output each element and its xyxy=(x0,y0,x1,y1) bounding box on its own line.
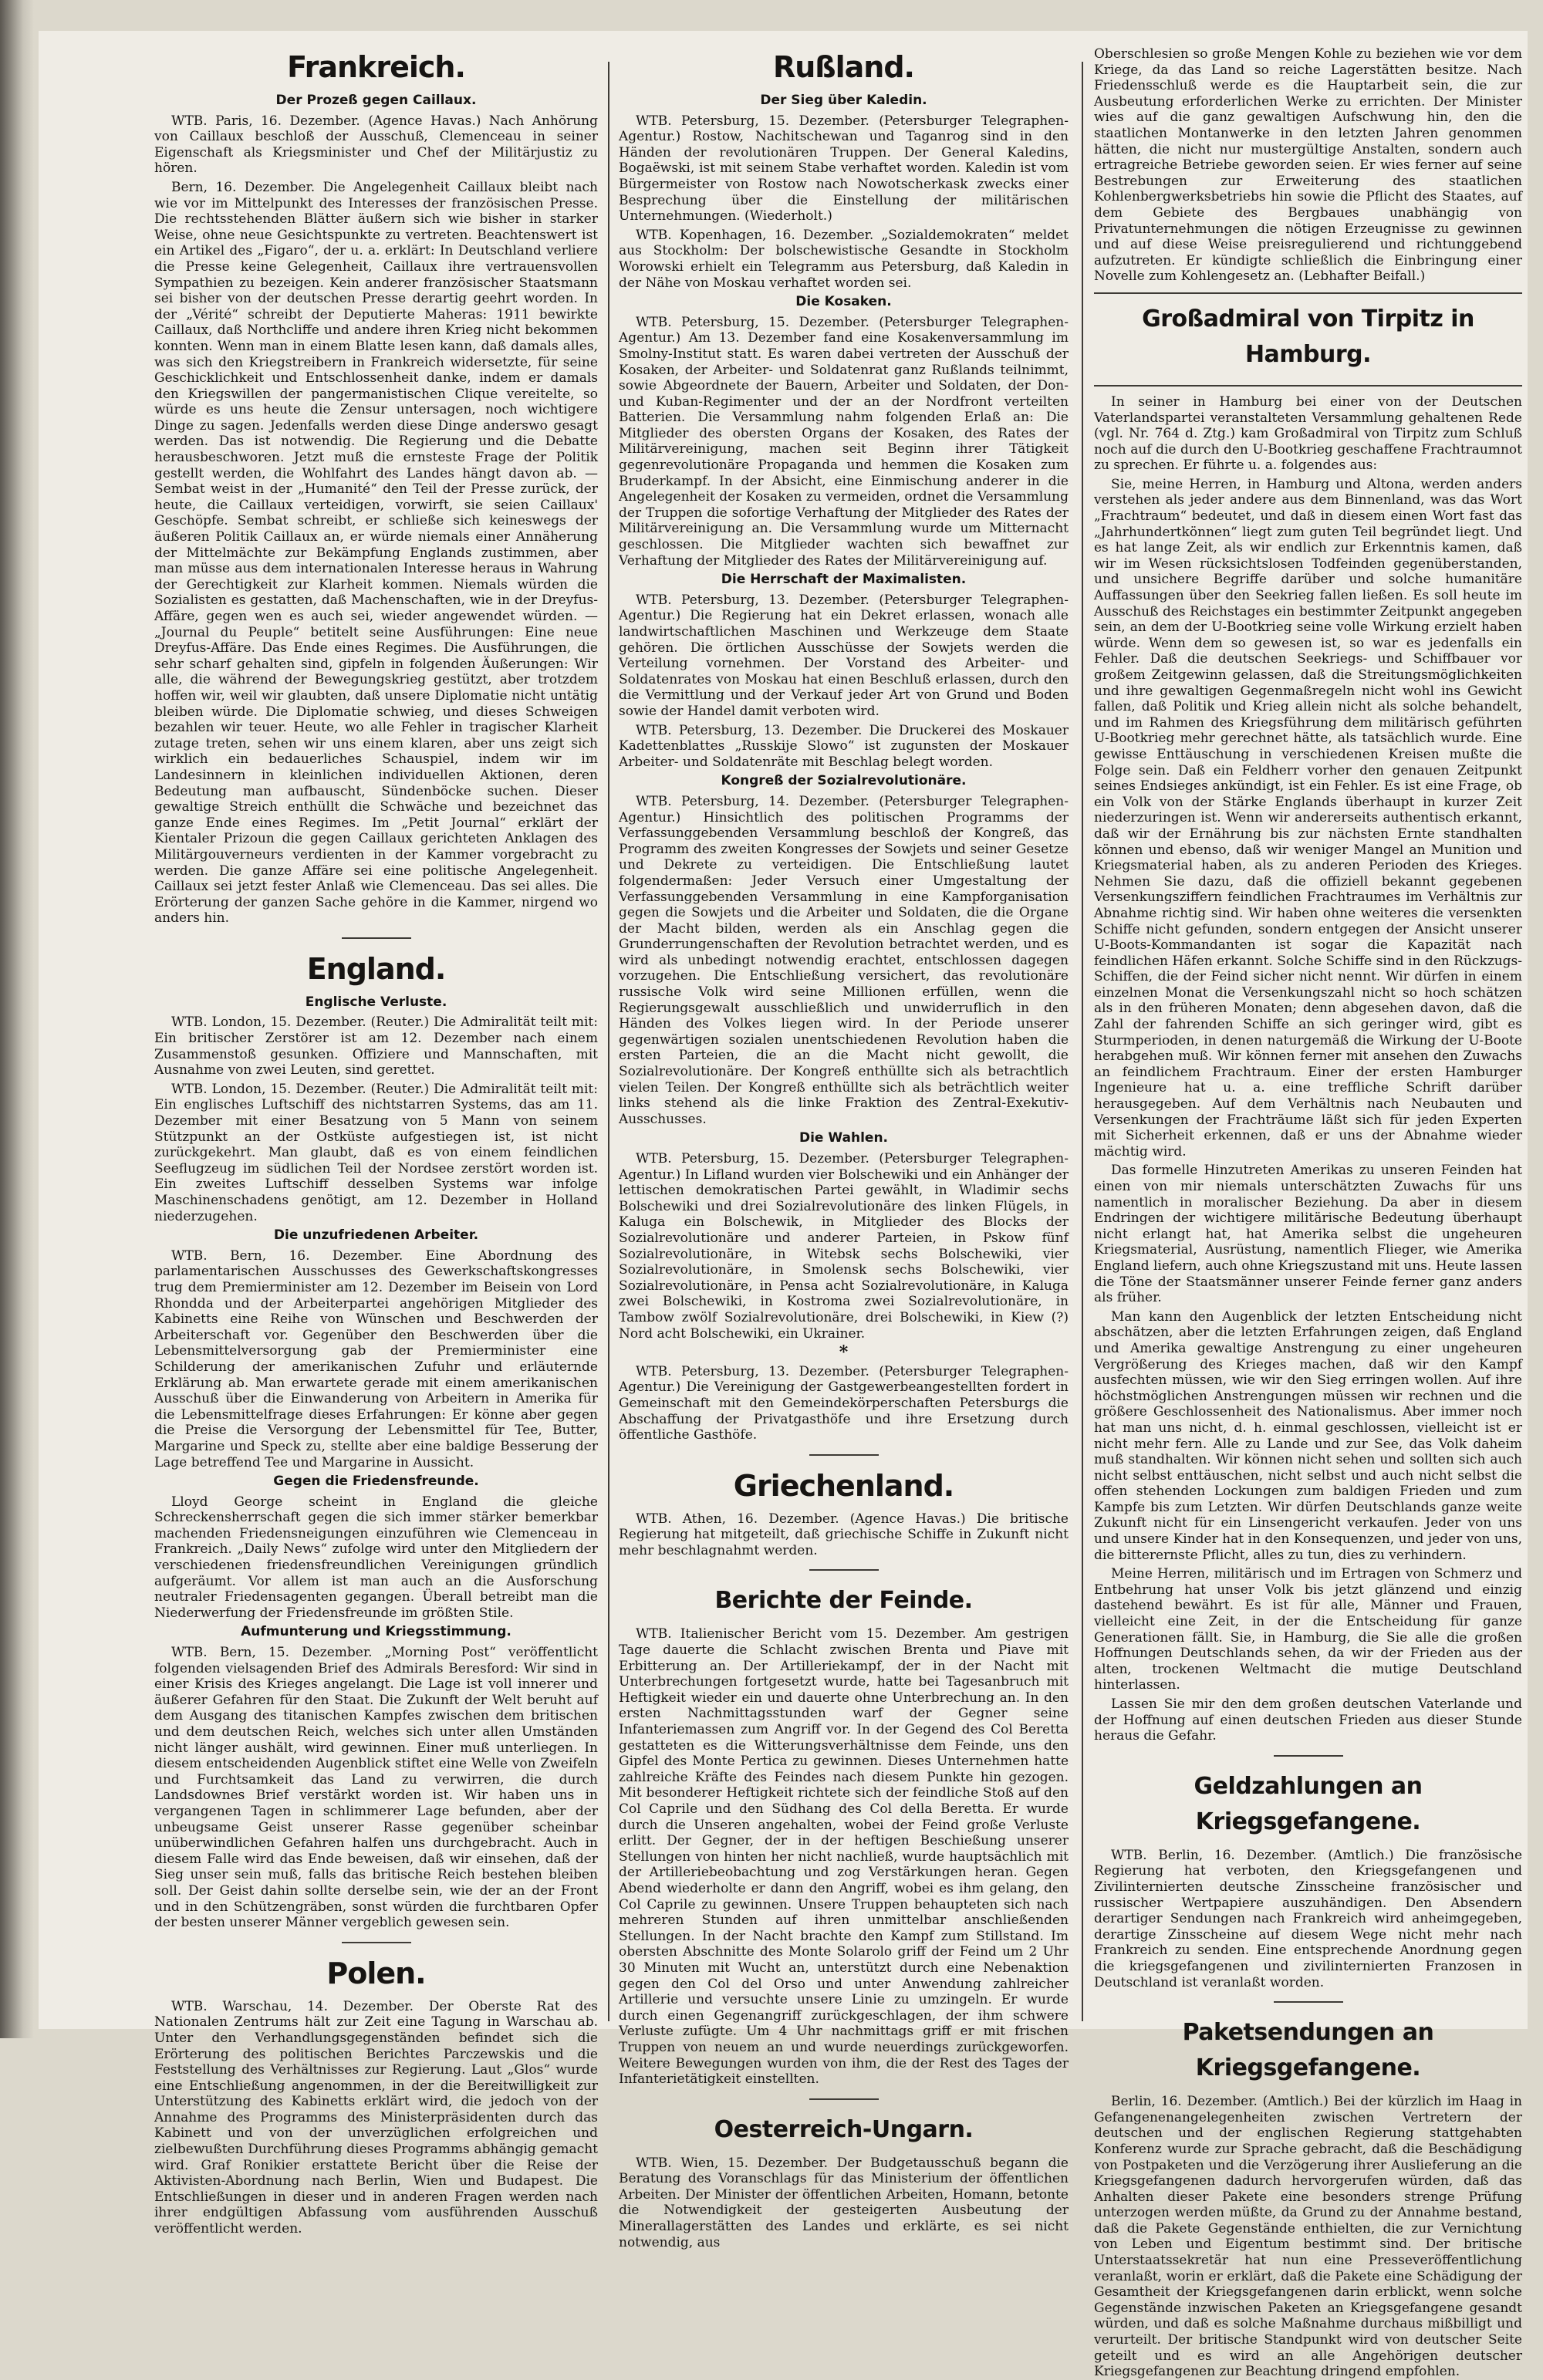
article-paragraph: WTB. Berlin, 16. Dezember. (Amtlich.) Die französische Regierung hat verboten, den Kriegsgefangenen und Zivilinternierten deutsche Zinsscheine französischer und russischer Wertpapiere auszuhändigen. Den Absendern derartiger Sendungen nach Frankreich wird anheimgegeben, derartige Zinsscheine auf diesem Wege nicht mehr nach Frankreich zu senden. Eine entsprechende Anordnung gegen die kriegsgefangenen und zivilinternierten Franzosen in Deutschland ist veranlaßt worden. xyxy=(1094,1847,1522,1990)
article-paragraph: WTB. Petersburg, 13. Dezember. Die Druckerei des Moskauer Kadettenblattes „Russkije Slowo“ ist zugunsten der Moskauer Arbeiter- und Soldatenräte mit Beschlag belegt worden. xyxy=(619,722,1069,770)
article-paragraph: WTB. Petersburg, 15. Dezember. (Petersburger Telegraphen-Agentur.) Am 13. Dezember fand eine Kosakenversammlung im Smolny-Institut statt. Es waren dabei vertreten der Ausschuß der Kosaken, der Arbeiter- und Soldatenrat ganz Rußlands teilnimmt, sowie Abgeordnete der Bauern, Arbeiter und Soldaten, der Don- und Kuban-Regimenter und der an der Nordfront verteilten Batterien. Die Versammlung nahm folgenden Erlaß an: Die Mitglieder des obersten Organs der Kosaken, des Rates der Militärvereinigung, machen seit Beginn ihrer Tätigkeit gegenrevolutionäre Propaganda und hemmen die Kosaken zum Bruderkampf. In der Absicht, eine Einmischung anderer in die Angelegenheit der Kosaken zu vermeiden, ordnet die Versammlung der Truppen die sofortige Verhaftung der Mitglieder des Rates der Militärvereinigung an. Die Versammlung wurde um Mitternacht geschlossen. Die Mitglieder wachten sich bewaffnet zur Verhaftung der Mitglieder des Rates der Militärvereinigung auf. xyxy=(619,314,1069,569)
subheadline: Die Herrschaft der Maximalisten. xyxy=(721,572,967,588)
article-paragraph: Sie, meine Herren, in Hamburg und Altona, werden anders verstehen als jeder andere aus dem Binnenland, was das Wort „Frachtraum“ bedeutet, und daß in diesem einen Wort fast das „Jahrhundertkönnen“ liegt zum guten Teil begründet liegt. Und es hat lange Zeit, als wir endlich zur Erkenntnis kamen, daß wir im Wesen rücksichtslosen Todfeinden gegenüberstanden, und unsichere Begriffe darüber und solche humanitäre Auffassungen über den Seekrieg fallen ließen. Es soll heute im Ausschuß des Reichstages ein bestimmter Zeitpunkt angegeben sein, an dem der U-Bootkrieg seine volle Wirkung erzielt haben würde. Wenn dem so gewesen ist, so war es jedenfalls ein Fehler. Daß die deutschen Seekriegs- und Schiffbauer vor großem Zeitgewinn gelassen, daß die Streitungsmöglichkeiten und ihre gewaltigen Gegenmaßregeln nicht wohl ins Gewicht fallen, daß Politik und Krieg allein nicht als solche behandelt, und im Rahmen des Kriegsführung dem militärisch geführten U-Bootkrieg mehr gerechnet hätte, als tatsächlich wurde. Eine gewisse Enttäuschung in verschiedenen Kreisen mußte die Folge sein. Daß ein Feldherr vorher den genauen Zeitpunkt seines Endsieges ankündigt, ist ein Fehler. Es ist eine Frage, ob ein Volk von der Stärke Englands überhaupt in kurzer Zeit niederzuringen ist. Wenn wir andererseits authentisch erkannt, daß wir der Ernährung bis zur nächsten Ernte standhalten können und ebenso, daß wir weniger Mangel an Munition und Kriegsmaterial haben, als zu anderen Perioden des Krieges. Nehmen Sie dazu, daß die offiziell bekannt gegebenen Versenkungsziffern feindlichen Frachtraumes im Verhältnis zur Abnahme richtig sind. Wir haben ohne weiteres die versenkten Schiffe nicht gefunden, sondern entgegen der Ansicht unserer U-Boots-Kommandanten ist sogar die Kapazität nach feindlichen Häfen erkannt. Solche Schiffe sind in den Rückzugs-Schiffen, die der Feind sicher nicht nennt. Wir dürfen in einem einzelnen Monat die Versenkungszahl nicht so hoch schätzen als in den früheren Monaten; denn abgesehen davon, daß die Zahl der fahrenden Schiffe an sich geringer wird, gibt es Sturmperioden, in denen naturgemäß die Wirkung der U-Boote herabgehen muß. Wir können ferner mit ansehen den Zuwachs an feindlichem Frachtraum. Einer der ersten Hamburger Ingenieure hat u. a. eine treffliche Schrift darüber herausgegeben. Auf dem Verhältnis nach Neubauten und Versenkungen der Frachträume läßt sich für jeden Experten mit Sicherheit erkennen, daß er uns der Abnahme wieder mächtig wird. xyxy=(1094,476,1522,1160)
headline-russland: Rußland. xyxy=(772,50,914,84)
subheadline: Kongreß der Sozialrevolutionäre. xyxy=(721,773,967,789)
headline-berichte-der-feinde: Berichte der Feinde. xyxy=(714,1587,973,1615)
column-2 xyxy=(619,46,1069,2250)
article-paragraph: WTB. Bern, 16. Dezember. Eine Abordnung des parlamentarischen Ausschusses des Gewerkschaftskongresses trug dem Premierminister am 12. Dezember im Beisein von Lord Rhondda und der Arbeiterpartei angehörigen Mitglieder des Kabinetts eine Reihe von Wünschen und Beschwerden der Arbeiterschaft vor. Gegenüber den Beschwerden über die Lebensmittelversorgung gab der Premierminister eine Schilderung der amerikanischen Zufuhr und erläuternde Erklärung ab. Man erwartete gerade mit einem amerikanischen Ausschuß über die Einwanderung von Arbeitern in Amerika für die Lebensmittelfrage dieses Erfahrungen: Er könne aber gegen die Preise die Versorgung der Lebensmittel für Tee, Butter, Margarine und Speck zu, stellte aber eine baldige Besserung der Lage betreffend Tee und Margarine in Aussicht. xyxy=(154,1247,598,1470)
section-divider xyxy=(809,1569,879,1571)
section-paketsendungen xyxy=(1094,2015,1522,2380)
column-3 xyxy=(1094,46,1522,2380)
column-1 xyxy=(154,46,598,2237)
newspaper-page xyxy=(39,31,1528,2380)
section-divider xyxy=(1274,2001,1343,2003)
section-divider xyxy=(809,2098,879,2100)
column-divider xyxy=(1082,62,1083,2021)
section-england xyxy=(154,951,598,1931)
headline-england: England. xyxy=(306,951,446,986)
subheadline: Die Wahlen. xyxy=(799,1130,889,1146)
headline-frankreich: Frankreich. xyxy=(287,50,465,84)
article-paragraph: WTB. Petersburg, 15. Dezember. (Petersburger Telegraphen-Agentur.) In Lifland wurden vier Bolschewiki und ein Anhänger der lettischen demokratischen Partei gewählt, in Wladimir sechs Bolschewiki und drei Sozialrevolutionäre des linken Flügels, in Kaluga ein Bolschewik, in Mitglieder des Blocks der Sozialrevolutionäre und anderer Parteien, in Pskow fünf Sozialrevolutionäre, in Witebsk sechs Bolschewiki, vier Sozialrevolutionäre, in Smolensk sechs Bolschewiki, vier Sozialrevolutionäre, in Pensa acht Sozialrevolutionäre, in Kaluga zwei Bolschewiki, in Kostroma zwei Sozialrevolutionäre, in Tambow zwölf Sozialrevolutionäre, drei Bolschewiki, in Kiew (?) Nord acht Bolschewiki, ein Ukrainer. xyxy=(619,1151,1069,1342)
article-paragraph: WTB. Warschau, 14. Dezember. Der Oberste Rat des Nationalen Zentrums hält zur Zeit eine Tagung in Warschau ab. Unter den Verhandlungsgegenständen befindet sich die Erörterung des politischen Berichtes Parczewskis und die Feststellung des Verhältnisses zur Regierung. Laut „Glos“ wurde eine Entschließung angenommen, in der die Bereitwilligkeit zur Unterstützung des Kabinetts erklärt wird, die jedoch von der Annahme des Programms des Ministerpräsidenten durch das Kabinett und von der unverzüglichen erfolgreichen und zielbewußten Durchführung dieses Programms abhängig gemacht wird. Graf Ronikier erstattete Bericht über die Reise der Aktivisten-Abordnung nach Berlin, Wien und Budapest. Die Entschließungen in dieser und in anderen Fragen werden nach ihrer endgültigen Abfassung vom ausführenden Ausschuß veröffentlicht werden. xyxy=(154,1998,598,2237)
section-divider xyxy=(1274,1755,1343,1757)
section-tirpitz xyxy=(1094,292,1522,387)
column-divider xyxy=(608,62,609,2021)
section-feinde xyxy=(619,1583,1069,2087)
article-paragraph: Meine Herren, militärisch und im Ertragen von Schmerz und Entbehrung hat unser Volk bis jetzt glänzend und einzig dastehend bewährt. Es ist für alle, Männer und Frauen, vielleicht eine Zeit, in der die Entscheidung für ganze Generationen fällt. Sie, in Hamburg, die Sie alle die großen Hoffnungen Deutschlands sehen, da wir der Frieden aus der alten, trockenen Weltmacht die mutige Deutschland hinterlassen. xyxy=(1094,1566,1522,1693)
article-paragraph: WTB. Petersburg, 13. Dezember. (Petersburger Telegraphen-Agentur.) Die Vereinigung der Gastgewerbeangestellten fordert in Gemeinschaft mit den Gemeindekörperschaften Petersburgs die Abschaffung der Privatgasthöfe und ihre Ersetzung durch öffentliche Gasthöfe. xyxy=(619,1363,1069,1443)
article-paragraph: WTB. Petersburg, 13. Dezember. (Petersburger Telegraphen-Agentur.) Die Regierung hat ein Dekret erlassen, wonach alle landwirtschaftlichen Maschinen und Werkzeuge dem Staate gehören. Die örtlichen Ausschüsse der Sowjets werden die Verteilung vornehmen. Der Vorstand des Arbeiter- und Soldatenrates von Moskau hat einen Beschluß erlassen, durch den die Vermittlung und der Verkauf jeder Art von Grund und Boden sowie der Handel damit verboten wird. xyxy=(619,592,1069,719)
section-divider xyxy=(809,1454,879,1456)
subheadline: Die Kosaken. xyxy=(795,294,892,310)
subheadline: Die unzufriedenen Arbeiter. xyxy=(273,1227,479,1244)
article-paragraph: In seiner in Hamburg bei einer von der Deutschen Vaterlandspartei veranstalteten Versammlung gehaltenen Rede (vgl. Nr. 764 d. Ztg.) kam Großadmiral von Tirpitz zum Schluß noch auf die durch den U-Bootkrieg geschaffene Frachtraumnot zu sprechen. Er führte u. a. folgendes aus: xyxy=(1094,393,1522,474)
article-paragraph: Das formelle Hinzutreten Amerikas zu unseren Feinden hat einen von mir niemals unterschätzten Zuwachs für uns namentlich in moralischer Beziehung. Da aber in diesem Endringen der wichtigere militärische Bedeutung überhaupt nicht erlangt hat, hat Amerika selbst die ungeheuren Kriegsmaterial, Ausrüstung, namentlich Flieger, wie Amerika England liefern, auch ohne Kriegszustand mit uns. Heute lassen die Töne der Staatsmänner unserer Feinde ferner ganz anders als früher. xyxy=(1094,1163,1522,1306)
article-paragraph: WTB. Italienischer Bericht vom 15. Dezember. Am gestrigen Tage dauerte die Schlacht zwischen Brenta und Piave mit Erbitterung an. Der Artilleriekampf, der in der Nacht mit Unterbrechungen fortgesetzt wurde, hatte bei Tagesanbruch mit Heftigkeit wieder ein und dauerte ohne Unterbrechung an. In den ersten Nachmittagsstunden warf der Gegner seine Infanteriemassen zum Angriff vor. In der Gegend des Col Beretta gestatteten es die Witterungsverhältnisse dem Feinde, uns den Gipfel des Monte Pertica zu gewinnen. Dieses Unternehmen hatte zahlreiche Kräfte des Feindes nach diesem Punkte hin gezogen. Mit besonderer Heftigkeit richtete sich der feindliche Stoß auf den Col Caprile und den Südhang des Col della Beretta. Er wurde durch die Unseren angehalten, wobei der Feind große Verluste erlitt. Der Gegner, der in der heftigen Beschießung unserer Stellungen von hinten her nicht nachließ, wurde hauptsächlich mit der Artilleriebeobachtung und zog Verstärkungen heran. Gegen Abend wiederholte er dann den Angriff, wobei es ihm gelang, den Col Caprile zu gewinnen. Unsere Truppen behaupteten sich nach mehreren Stunden auf ihren unmittelbar anschließenden Stellungen. In der Nacht brachte den Kampf zum Stillstand. Im obersten Abschnitte des Monte Solarolo griff der Feind um 2 Uhr 30 Minuten mit Wucht an, unterstützt durch eine Nebenaktion gegen den Col del Orso und unter Anwendung zahlreicher Artillerie und versuchte unsere Linie zu umzingeln. Er wurde durch einen Gegenangriff zurückgeschlagen, der ihm schwere Verluste zufügte. Um 4 Uhr nachmittags griff er mit frischen Truppen von neuem an und wurde neuerdings zurückgeworfen. Weitere Bewegungen wurden von ihm, die der Rest des Tages der Infanterietätigkeit einstellten. xyxy=(619,1626,1069,2088)
article-paragraph: WTB. Petersburg, 14. Dezember. (Petersburger Telegraphen-Agentur.) Hinsichtlich des politischen Programms der Verfassunggebenden Versammlung beschloß der Kongreß, das Programm des zweiten Kongresses der Sowjets und seiner Gesetze und Dekrete zu verteidigen. Die Entschließung lautet folgendermaßen: Jeder Versuch einer Umgestaltung der Verfassunggebenden Versammlung in eine Kampforganisation gegen die Sowjets und die Arbeiter und Soldaten, die die Organe der Macht bilden, werden als ein Anschlag gegen die Grunderrungenschaften der Revolution betrachtet werden, und es wird als unbedingt notwendig erachtet, entschlossen dagegen vorzugehen. Die Entschließung versichert, das revolutionäre russische Volk wird seine Millionen erfüllen, wenn die Regierungsgewalt ausschließlich und unwiderruflich in den Händen des Volkes liegen wird. In der Periode unserer gegenwärtigen sozialen unentschiedenen Revolution haben die ersten Parteien, die an die Macht nicht gewollt, die Sozialrevolutionäre. Der Kongreß enthüllte sich als betrachtlich vielen Teilen. Der Kongreß enthüllte sich als beträchtlich weiter links stehend als die linke Fraktion des Zentral-Exekutiv-Ausschusses. xyxy=(619,793,1069,1127)
article-paragraph: WTB. Athen, 16. Dezember. (Agence Havas.) Die britische Regierung hat mitgeteilt, daß griechische Schiffe in Zukunft nicht mehr beschlagnahmt werden. xyxy=(619,1511,1069,1558)
headline-polen: Polen. xyxy=(326,1956,426,1990)
headline-oesterreich-ungarn: Oesterreich-Ungarn. xyxy=(714,2115,974,2143)
section-frankreich xyxy=(154,49,598,927)
article-paragraph: Oberschlesien so große Mengen Kohle zu beziehen wie vor dem Kriege, da das Land so reiche Lagerstätten besitze. Nach Friedensschluß werde es die Hauptarbeit sein, die zur Ausbeutung erforderlichen Werke zu errichten. Der Minister wies auf die ganz gewaltigen Aufschwung hin, den die staatlichen Montanwerke in den letzten Jahren genommen hätten, die nicht nur mustergültige Anstalten, sondern auch ertragreiche Betriebe geworden seien. Er wies ferner auf seine Bestrebungen zur Erweiterung des staatlichen Kohlenbergwerksbetriebs hin sowie die Pflicht des Staates, auf dem Gebiete des Bergbaues unabhängig von Privatunternehmungen die nötigen Erzeugnisse zu gewinnen und auf diese Weise preisregulierend und richtunggebend aufzutreten. Er kündigte schließlich die Einbringung einer Novelle zum Kohlengesetz an. (Lebhafter Beifall.) xyxy=(1094,46,1522,285)
article-paragraph: Man kann den Augenblick der letzten Entscheidung nicht abschätzen, aber die letzten Erfahrungen zeigen, daß England und Amerika gewaltige Anstrengung zu einer ungeheuren Vergrößerung des Krieges machen, daß wir den Kampf ausfechten müssen, wie wir den Sieg erringen wollen. Auf ihre höchstmöglichen Anstrengungen müssen wir rechnen und die größere Geschlossenheit des Nationalismus. Aber immer noch hat man uns nicht, d. h. einmal geschlossen, vielleicht ist er nicht mehr fern. Alle zu Lande und zur See, das Volk daheim muß standhalten. Wir können nicht sehen und sollten sich auch nicht selbst enttäuschen, nicht selbst und auch nicht selbst die offen stehenden Lockungen zum baldigen Frieden und zum Kampfe bis zum Letzten. Wir dürfen Deutschlands ganze weite Zukunft nicht für ein Linsengericht verkaufen. Jeder von uns und unsere Kinder hat in den Konsequenzen, und jeder von uns, die bitterernste Pflicht, alles zu tun, dies zu verhindern. xyxy=(1094,1308,1522,1563)
section-oesterreich xyxy=(619,2112,1069,2251)
article-paragraph: WTB. Bern, 15. Dezember. „Morning Post“ veröffentlicht folgenden vielsagenden Brief des Admirals Beresford: Wir sind in einer Krisis des Krieges angelangt. Die Lage ist voll innerer und äußerer Gefahren für den Staat. Die Zukunft der Welt beruht auf dem Ausgang des titanischen Kampfes zwischen dem britischen und dem deutschen Reich, welches sich unter allen Umständen nicht länger aushält, wird gewinnen. Einer muß unterliegen. In diesem entscheidenden Augenblick stiftet eine Welle von Zweifeln und Furchtsamkeit das Land zu verwirren, die durch Landsdownes Brief verstärkt worden ist. Wir haben uns in vergangenen Tagen in schlimmerer Lage befunden, aber der unbeugsame Geist unserer Rasse gegenüber scheinbar unüberwindlichen Gefahren halfen uns durchgebracht. Auch in diesem Falle wird das Ende beweisen, daß wir einsehen, daß der Sieg unser sein muß, falls das britische Reich bestehen bleiben soll. Der Geist dahin sollte derselbe sein, wie der an der Front und in den Schützengräben, sonst würden die furchtbaren Opfer der besten unserer Männer vergeblich gewesen sein. xyxy=(154,1645,598,1931)
article-paragraph: WTB. Paris, 16. Dezember. (Agence Havas.) Nach Anhörung von Caillaux beschloß der Ausschuß, Clemenceau in seiner Eigenschaft als Kriegsminister und Chef der Militärjustiz zu hören. xyxy=(154,113,598,177)
headline-paketsendungen: Paketsendungen an Kriegsgefangene. xyxy=(1182,2019,1434,2082)
headline-griechenland: Griechenland. xyxy=(733,1468,954,1503)
article-paragraph: WTB. Wien, 15. Dezember. Der Budgetausschuß begann die Beratung des Voranschlags für das Ministerium der öffentlichen Arbeiten. Der Minister der öffentlichen Arbeiten, Homann, betonte die Notwendigkeit der gesteigerten Ausbeutung der Minerallagerstätten des Landes und erklärte, es sei nicht notwendig, aus xyxy=(619,2155,1069,2250)
section-polen xyxy=(154,1956,598,2237)
section-geldzahlungen xyxy=(1094,1769,1522,1990)
subheadline: Der Prozeß gegen Caillaux. xyxy=(275,93,477,108)
article-paragraph: Lassen Sie mir den dem großen deutschen Vaterlande und der Hoffnung auf einen deutschen Frieden aus dieser Stunde heraus die Gefahr. xyxy=(1094,1696,1522,1744)
subheadline: Gegen die Friedensfreunde. xyxy=(273,1474,479,1490)
section-divider xyxy=(342,937,411,939)
subheadline: Aufmunterung und Kriegsstimmung. xyxy=(241,1624,512,1640)
headline-tirpitz: Großadmiral von Tirpitz in Hamburg. xyxy=(1142,305,1474,368)
section-divider xyxy=(342,1942,411,1943)
article-paragraph: WTB. London, 15. Dezember. (Reuter.) Die Admiralität teilt mit: Ein englisches Luftschiff des nichtstarren Systems, das am 11. Dezember mit einer Besatzung von 5 Mann von seinem Stützpunkt an der Ostküste aufgestiegen ist, ist nicht zurückgekehrt. Man glaubt, daß es von einem feindlichen Seeflugzeug im südlichen Teil der Nordsee zerstört worden ist. Ein zweites Luftschiff desselben Systems war infolge Maschinenschadens genötigt, am 12. Dezember in Holland niederzugehen. xyxy=(154,1081,598,1224)
asterisk-divider: * xyxy=(839,1342,849,1363)
article-paragraph: Lloyd George scheint in England die gleiche Schreckensherrschaft gegen die sich immer stärker bemerkbar machenden Friedensneigungen einzuführen wie Clemenceau in Frankreich. „Daily News“ zufolge wird unter den Mitgliedern der verschiedenen friedensfreundlichen Vereinigungen gründlich aufgeräumt. Vor allem ist man auch an die Ausforschung neutraler Friedensagenten gegangen. Überall betreibt man die Niederwerfung der Friedensfreunde im größten Stile. xyxy=(154,1494,598,1621)
section-griechenland xyxy=(619,1468,1069,1559)
article-paragraph: Berlin, 16. Dezember. (Amtlich.) Bei der kürzlich im Haag in Gefangenenangelegenheiten zwischen Vertretern der deutschen und der englischen Regierung stattgehabten Konferenz wurde zur Sprache gebracht, daß die Beschädigung von Postpaketen und die Verzögerung ihrer Auslieferung an die Kriegsgefangenen dadurch hervorgerufen würden, daß das Anhalten dieser Pakete eine besonders strenge Prüfung unterzogen werden müßte, da Grund zu der Annahme bestand, daß die Pakete Gegenstände enthielten, die zur Vernichtung von Leben und Eigentum bestimmt sind. Der britische Unterstaatssekretär hat nun eine Presseveröffentlichung veranlaßt, worin er erklärt, daß die Pakete eine Schädigung der Gesamtheit der Kriegsgefangenen darin erblickt, wenn solche Gegenstände inzwischen Paketen an Kriegsgefangene gesandt würden, und daß es solche Maßnahme durchaus mißbilligt und verurteilt. Der britische Standpunkt wird von deutscher Seite geteilt und es wird an alle Angehörigen deutscher Kriegsgefangenen zur Beachtung dringend empfohlen. xyxy=(1094,2094,1522,2380)
headline-geldzahlungen: Geldzahlungen an Kriegsgefangene. xyxy=(1194,1772,1423,1835)
article-paragraph: WTB. London, 15. Dezember. (Reuter.) Die Admiralität teilt mit: Ein britischer Zerstörer ist am 12. Dezember nach einem Zusammenstoß gesunken. Offiziere und Mannschaften, mit Ausnahme von zwei Leuten, sind gerettet. xyxy=(154,1014,598,1079)
article-paragraph: WTB. Kopenhagen, 16. Dezember. „Sozialdemokraten“ meldet aus Stockholm: Der bolschewistische Gesandte in Stockholm Worowski erhielt ein Telegramm aus Petersburg, daß Kaledin in der Nähe von Moskau verhaftet worden sei. xyxy=(619,227,1069,291)
article-paragraph: Bern, 16. Dezember. Die Angelegenheit Caillaux bleibt nach wie vor im Mittelpunkt des Interesses der französischen Presse. Die rechtsstehenden Blätter äußern sich wie bisher in starker Weise, ohne neue Gesichtspunkte zu vertreten. Beachtenswert ist ein Artikel des „Figaro“, der u. a. erklärt: In Deutschland verliere die Presse keine Gelegenheit, Caillaux ihre vertrauensvollen Sympathien zu bezeigen. Kein anderer französischer Staatsmann sei bisher von der deutschen Presse derartig geehrt worden. In der „Vérité“ schreibt der Deputierte Maheras: 1911 bewirkte Caillaux, daß Northcliffe und andere ihren Krieg nicht bekommen konnten. Wenn man in einem Blatte lesen kann, daß damals alles, was sich den Kriegstreibern in Frankreich widersetzte, für seine Geschicklichkeit und Entschlossenheit danke, indem er damals den Kriegswillen der pangermanistischen Clique vereitelte, so würde es uns heute die Zensur untersagen, noch wichtigere Dinge zu sagen. Jedenfalls werden diese Dinge anderswo gesagt werden. Das ist notwendig. Die Regierung und die Debatte herausbeschworen. Jetzt muß die ernsteste Frage der Politik gestellt werden, die Wohlfahrt des Landes hängt davon ab. — Sembat weist in der „Humanité“ den Teil der Presse zurück, der heute, die Caillaux verteidigen, vorwirft, sie seien Caillaux' Geschöpfe. Sembat schreibt, er schließe sich keineswegs der äußeren Politik Caillaux an, er würde niemals einer Annäherung der Mittelmächte zur Bekämpfung Englands zustimmen, aber man müsse aus dem internationalen Interesse heraus in Wahrung der Gerechtigkeit zur Klarheit kommen. Niemals würden die Sozialisten es gestatten, daß Machenschaften, wie in der Dreyfus-Affäre, gegen wen es auch sei, wieder angewendet würden. — „Journal du Peuple“ betitelt seine Ausführungen: Eine neue Dreyfus-Affäre. Das Ende eines Regimes. Die Ausführungen, die sehr scharf gehalten sind, gipfeln in folgenden Äußerungen: Wir alle, die während der Bewegungskrieg gestützt, aber trotzdem hoffen wir, weil wir glaubten, daß unsere Diplomatie nicht untätig bleiben würde. Die Diplomatie schwieg, und dieses Schweigen bezahlen wir teuer. Heute, wo alle Fehler in tragischer Klarheit zutage treten, sehen wir uns einem klaren, aber uns zeigt sich wirklich ein bedauerliches Schauspiel, indem wir im Landesinnern in kleinlichen individuellen Aktionen, deren Bedeutung man aufbauscht, Sündenböcke suchen. Dieser gewaltige Streich enthüllt die Schwäche und bezeichnet das ganze Ende eines Regimes. Im „Petit Journal“ erklärt der Kientaler Prizoun die gegen Caillaux gerichteten Anklagen des Militärgouverneurs verdienten in der Kammer vorgebracht zu werden. Die ganze Affäre sei eine politische Angelegenheit. Caillaux sei jetzt fester Anlaß wie Clemenceau. Das sei alles. Die Erörterung der ganzen Sache gehöre in die Kammer, nirgend wo anders hin. xyxy=(154,179,598,927)
book-binding-edge xyxy=(0,0,34,2038)
subheadline: Englische Verluste. xyxy=(305,994,447,1010)
section-russland xyxy=(619,49,1069,1443)
subheadline: Der Sieg über Kaledin. xyxy=(760,93,927,108)
article-paragraph: WTB. Petersburg, 15. Dezember. (Petersburger Telegraphen-Agentur.) Rostow, Nachitschewan und Taganrog sind in den Händen der revolutionären Truppen. Der General Kaledins, Bogaëwski, ist mit seinem Stabe verhaftet worden. Kaledin ist vom Bürgermeister von Rostow nach Nowotscherkask zwecks einer Besprechung über die Einstellung der militärischen Unternehmungen. (Wiederholt.) xyxy=(619,113,1069,224)
